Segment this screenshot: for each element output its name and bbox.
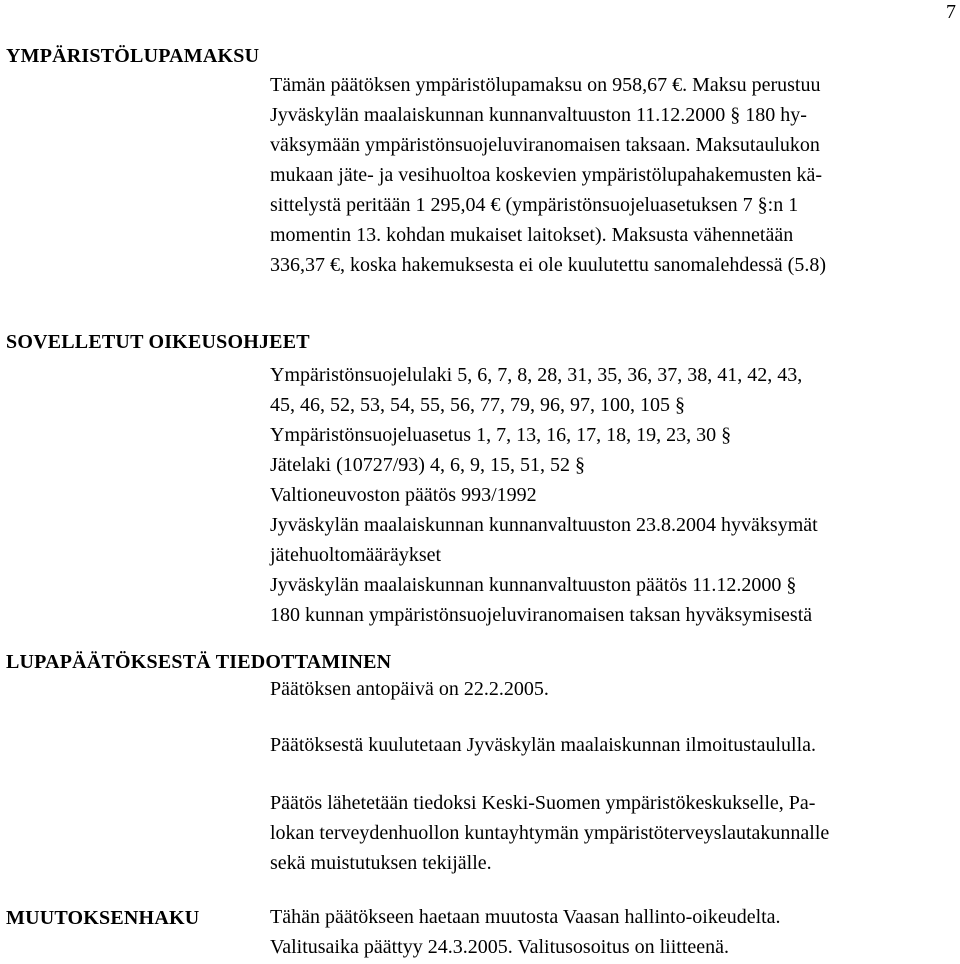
section-heading-fee: YMPÄRISTÖLUPAMAKSU [6,45,260,67]
law-line: 180 kunnan ympäristönsuojeluviranomaisen taksan hyväksymisestä [270,604,813,626]
fee-line: väksymään ympäristönsuojeluviranomaisen taksaan. Maksutaulukon [270,134,820,156]
announcement-paragraph [270,730,816,760]
distribution-line: sekä muistutuksen tekijälle. [270,852,492,874]
announcement-line: Päätöksestä kuulutetaan Jyväskylän maalaiskunnan ilmoitustaululla. [270,734,816,756]
law-line: jätehuoltomääräykset [270,544,442,566]
distribution-line: lokan terveydenhuollon kuntayhtymän ympäristöterveyslautakunnalle [270,822,830,844]
fee-line: mukaan jäte- ja vesihuoltoa koskevien ympäristölupahakemusten kä- [270,164,823,186]
law-line: Ympäristönsuojeluasetus 1, 7, 13, 16, 17, 18, 19, 23, 30 § [270,424,732,446]
page-number: 7 [946,1,956,23]
fee-line: sittelystä peritään 1 295,04 € (ympäristönsuojeluasetuksen 7 §:n 1 [270,194,799,216]
section-heading-appeal: MUUTOKSENHAKU [6,907,200,929]
laws-list [270,360,954,630]
law-line: 45, 46, 52, 53, 54, 55, 56, 77, 79, 96, 97, 100, 105 § [270,394,685,416]
distribution-line: Päätös lähetetään tiedoksi Keski-Suomen ympäristökeskukselle, Pa- [270,792,816,814]
fee-line: Jyväskylän maalaiskunnan kunnanvaltuuston 11.12.2000 § 180 hy- [270,104,807,126]
law-line: Jyväskylän maalaiskunnan kunnanvaltuuston päätös 11.12.2000 § [270,574,797,596]
appeal-paragraph [270,902,781,962]
fee-line: 336,37 €, koska hakemuksesta ei ole kuulutettu sanomalehdessä (5.8) [270,254,826,276]
fee-line: momentin 13. kohdan mukaiset laitokset). Maksusta vähennetään [270,224,794,246]
decision-date-line: Päätöksen antopäivä on 22.2.2005. [270,678,549,700]
law-line: Jätelaki (10727/93) 4, 6, 9, 15, 51, 52 § [270,454,585,476]
section-heading-laws: SOVELLETUT OIKEUSOHJEET [6,331,310,353]
law-line: Jyväskylän maalaiskunnan kunnanvaltuuston 23.8.2004 hyväksymät [270,514,818,536]
section-heading-notice: LUPAPÄÄTÖKSESTÄ TIEDOTTAMINEN [6,651,392,673]
law-line: Ympäristönsuojelulaki 5, 6, 7, 8, 28, 31, 35, 36, 37, 38, 41, 42, 43, [270,364,803,386]
fee-paragraph [270,70,954,280]
law-line: Valtioneuvoston päätös 993/1992 [270,484,537,506]
appeal-line: Tähän päätökseen haetaan muutosta Vaasan hallinto-oikeudelta. [270,906,781,928]
fee-line: Tämän päätöksen ympäristölupamaksu on 958,67 €. Maksu perustuu [270,74,821,96]
decision-date-paragraph [270,674,549,704]
appeal-line: Valitusaika päättyy 24.3.2005. Valitusosoitus on liitteenä. [270,936,730,958]
distribution-paragraph [270,788,829,878]
